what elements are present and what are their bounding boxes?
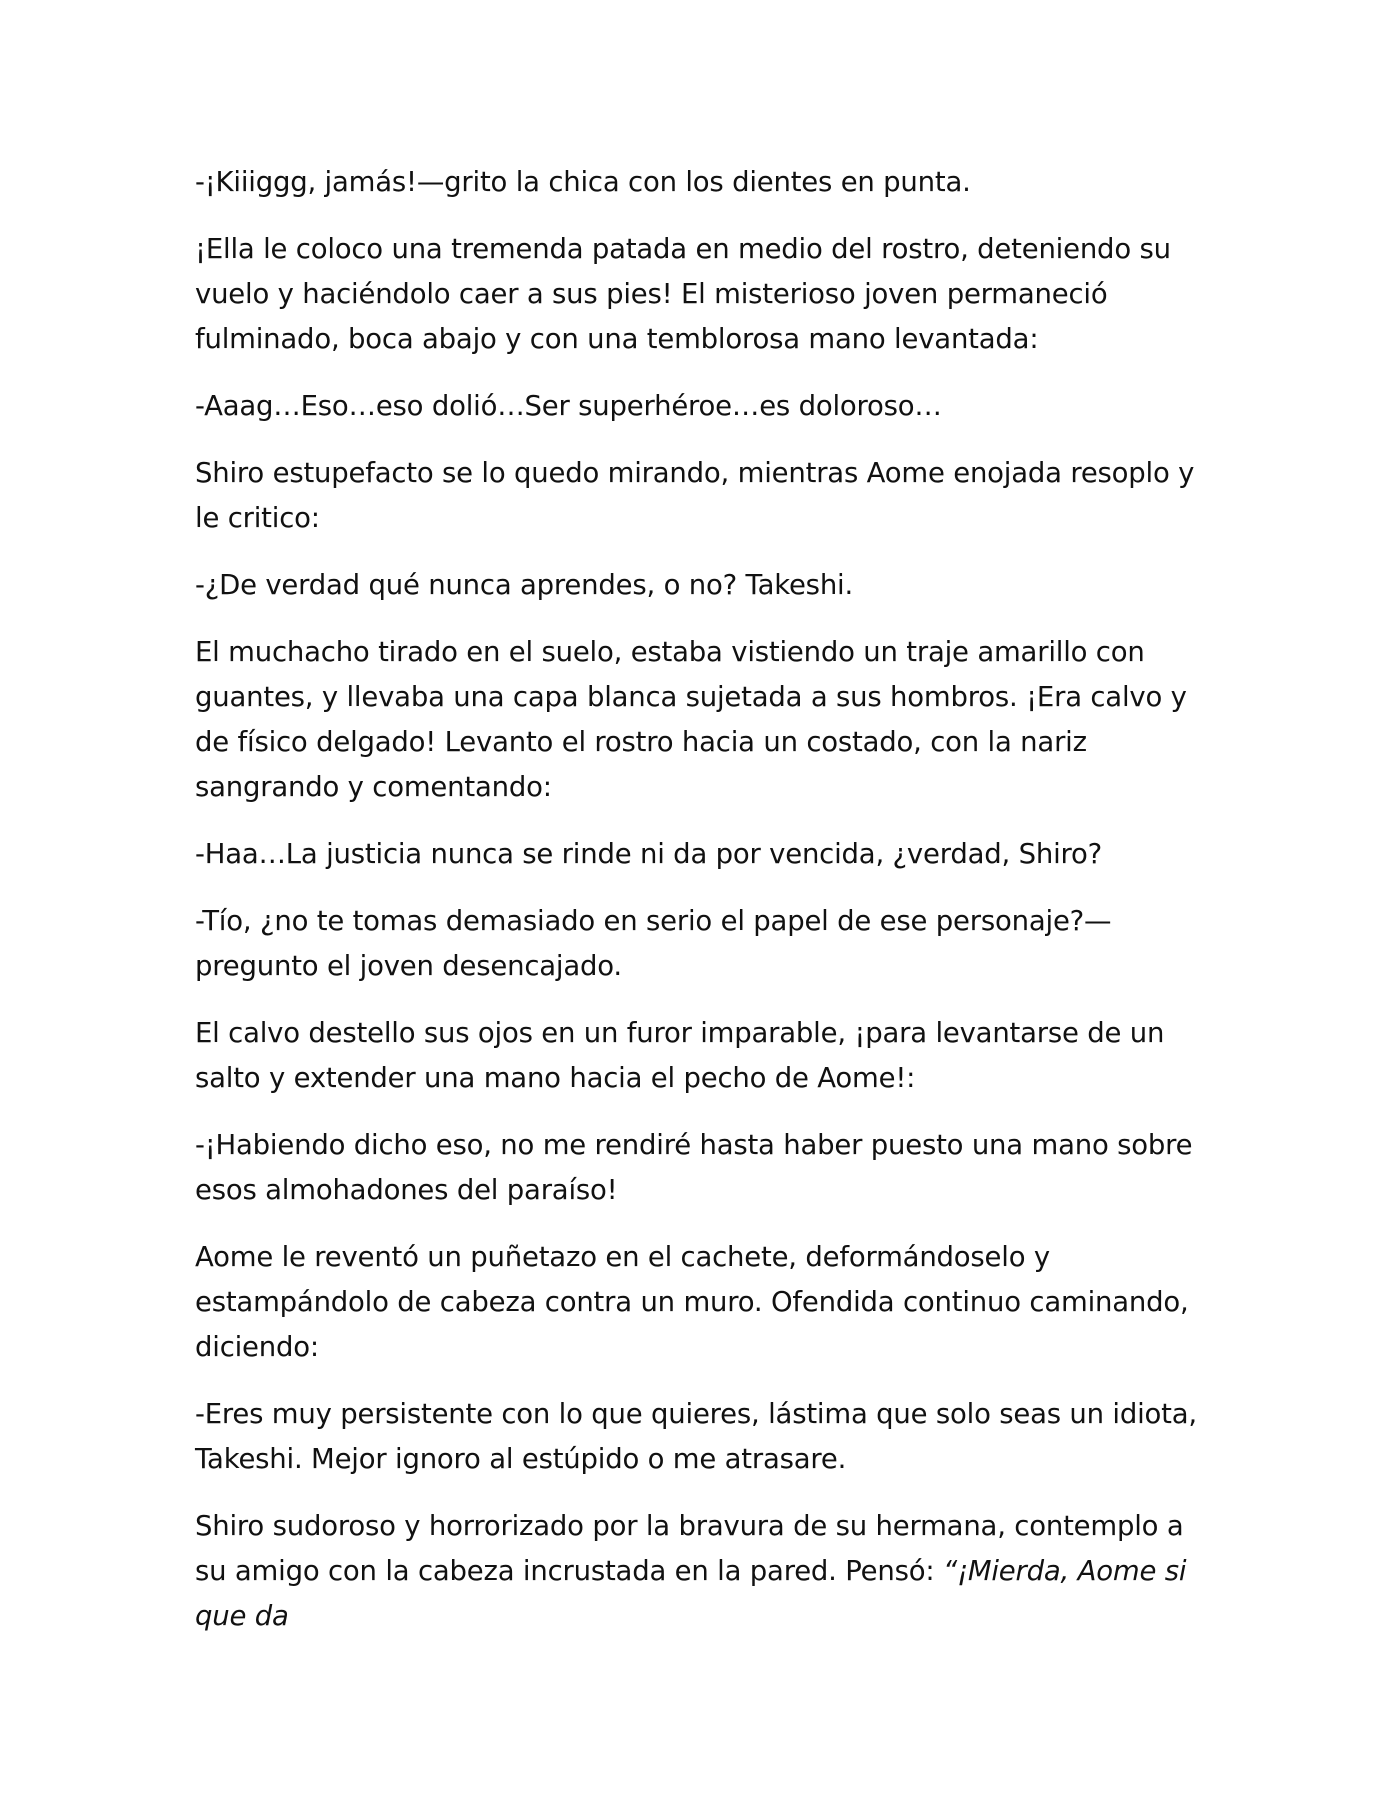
- paragraph-8: -Tío, ¿no te tomas demasiado en serio el papel de ese personaje?—pregunto el joven desencajado.: [195, 905, 1112, 982]
- paragraph-6: El muchacho tirado en el suelo, estaba vistiendo un traje amarillo con guantes, y llevaba una capa blanca sujetada a sus hombros. ¡Era calvo y de físico delgado! Levanto el rostro hacia un costado, con la nariz sangrando y comentando:: [195, 636, 1187, 803]
- paragraph-9: El calvo destello sus ojos en un furor imparable, ¡para levantarse de un salto y extender una mano hacia el pecho de Aome!:: [195, 1017, 1165, 1094]
- paragraph-3: -Aaag…Eso…eso dolió…Ser superhéroe…es doloroso…: [195, 390, 942, 422]
- paragraph-13-text: Shiro sudoroso y horrorizado por la bravura de su hermana, contemplo a su amigo con la cabeza incrustada en la pared. Pensó:: [195, 1510, 1184, 1587]
- paragraph-7: -Haa…La justicia nunca se rinde ni da por vencida, ¿verdad, Shiro?: [195, 838, 1103, 870]
- paragraph-11: Aome le reventó un puñetazo en el cachete, deformándoselo y estampándolo de cabeza contra un muro. Ofendida continuo caminando, diciendo:: [195, 1241, 1189, 1363]
- paragraph-10: -¡Habiendo dicho eso, no me rendiré hasta haber puesto una mano sobre esos almohadones del paraíso!: [195, 1129, 1193, 1206]
- paragraph-1: -¡Kiiiggg, jamás!—grito la chica con los dientes en punta.: [195, 166, 971, 198]
- paragraph-4: Shiro estupefacto se lo quedo mirando, mientras Aome enojada resoplo y le critico:: [195, 457, 1195, 534]
- paragraph-12: -Eres muy persistente con lo que quieres, lástima que solo seas un idiota, Takeshi. Mejor ignoro al estúpido o me atrasare.: [195, 1398, 1197, 1475]
- paragraph-5: -¿De verdad qué nunca aprendes, o no? Takeshi.: [195, 569, 854, 601]
- paragraph-2: ¡Ella le coloco una tremenda patada en medio del rostro, deteniendo su vuelo y haciéndolo caer a sus pies! El misterioso joven permaneció fulminado, boca abajo y con una temblorosa mano levantada:: [195, 233, 1171, 355]
- paragraph-13: [195, 1504, 1205, 1639]
- document-body: [195, 160, 1205, 1661]
- paragraph-13-thought: “¡Mierda, Aome si que da: [195, 1555, 1187, 1632]
